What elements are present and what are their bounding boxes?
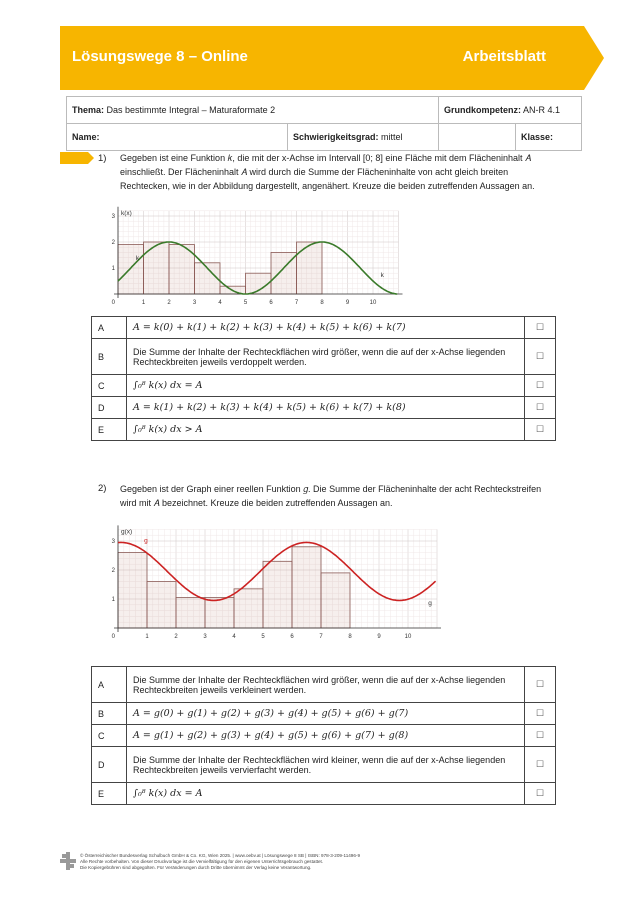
x-tick-label: 6 [290,634,294,640]
answer-row[interactable] [92,317,556,339]
answer-text: Die Summe der Inhalte der Rechteckflächen wird größer, wenn die auf der x-Achse liegenden Rechteckbreiten jeweils verdoppelt werden. [127,339,525,375]
curve-label: k [135,255,140,263]
approx-rectangle [176,598,205,628]
answer-row[interactable] [92,667,556,703]
approx-rectangle [147,582,176,628]
answer-text: ∫₀⁸ k(x) dx = A [127,375,525,397]
approx-rectangle [263,561,292,628]
answer-label: C [92,375,127,397]
x-tick-label: 1 [141,300,146,306]
answer-label: B [92,703,127,725]
x-tick-label: 10 [404,634,412,640]
thema-label: Thema: [72,105,105,115]
approx-rectangle [205,598,234,628]
footer-line-2: Alle Rechte vorbehalten. Von dieser Druckvorlage ist die Vervielfältigung für den eigenen Unterrichtsgebrauch gestattet. [80,859,324,864]
answer-checkbox[interactable]: ☐ [525,703,556,725]
approx-rectangle [144,242,170,294]
y-tick-label: 1 [111,266,115,272]
question-marker [60,152,94,164]
header-banner [60,26,604,90]
x-tick-label: 4 [218,300,222,306]
answer-row[interactable] [92,783,556,805]
approx-rectangle [321,573,350,628]
answer-row[interactable] [92,747,556,783]
answer-text: ∫₀⁸ k(x) dx > A [127,419,525,441]
x-tick-label: 6 [269,300,273,306]
answer-row[interactable] [92,339,556,375]
curve-label: k [380,272,384,280]
y-tick-label: 2 [111,568,115,574]
answer-row[interactable] [92,375,556,397]
q1-graph [112,198,402,306]
x-tick-label: 4 [232,634,236,640]
origin-label: 0 [111,634,115,640]
q2-answer-table [91,666,556,805]
header-type: Arbeitsblatt [462,48,546,65]
name-label: Name: [72,132,100,142]
answer-checkbox[interactable]: ☐ [525,783,556,805]
answer-text: A = g(1) + g(2) + g(3) + g(4) + g(5) + g(6) + g(7) + g(8) [127,725,525,747]
answer-checkbox[interactable]: ☐ [525,375,556,397]
x-tick-label: 1 [145,634,149,640]
answer-row[interactable] [92,397,556,419]
y-axis-label: g(x) [121,528,133,536]
answer-label: E [92,783,127,805]
q2-text: Gegeben ist der Graph einer reellen Funktion 𝑔. Die Summe der Flächeninhalte der acht Rechteckstreifen wird mit 𝐴 bezeichnet. Kreuze die beiden zutreffenden Aussagen an. [120,484,542,508]
schwierig-label: Schwierigkeitsgrad: [293,132,379,142]
answer-checkbox[interactable]: ☐ [525,339,556,375]
publisher-logo [60,852,76,870]
x-tick-label: 10 [369,300,377,306]
schwierig-value: mittel [381,132,403,142]
footer-line-1: © Österreichischer Bundesverlag Schulbuch GmbH & Co. KG, Wien 2025. | www.oebv.at | Lösungswege 8 SB | ISBN: 978-3-209-11496-9 [80,853,361,858]
x-tick-label: 8 [348,634,352,640]
x-tick-label: 2 [174,634,178,640]
origin-label: 0 [111,300,115,306]
answer-text: A = g(0) + g(1) + g(2) + g(3) + g(4) + g(5) + g(6) + g(7) [127,703,525,725]
answer-text: Die Summe der Inhalte der Rechteckflächen wird kleiner, wenn die auf der x-Achse liegenden Rechteckbreiten jeweils vervierfacht werden. [127,747,525,783]
answer-checkbox[interactable]: ☐ [525,725,556,747]
x-tick-label: 5 [261,634,265,640]
thema-value: Das bestimmte Integral – Maturaformate 2 [106,105,276,115]
klasse-label: Klasse: [521,132,554,142]
q1-text: Gegeben ist eine Funktion 𝑘, die mit der x-Achse im Intervall [0; 8] eine Fläche mit dem Flächeninhalt 𝐴 einschließt. Der Flächeninhalt 𝐴 wird durch die Summe der Flächeninhalte von acht gleich breiten Rechtecken, wie in der Abbildung dargestellt, angenähert. Kreuze die beiden zutreffenden Aussagen an. [120,153,535,191]
x-tick-label: 8 [320,300,324,306]
x-tick-label: 9 [345,300,350,306]
answer-text: ∫₀⁸ k(x) dx = A [127,783,525,805]
x-tick-label: 7 [319,634,323,640]
answer-row[interactable] [92,725,556,747]
answer-label: D [92,397,127,419]
x-tick-label: 3 [203,634,207,640]
approx-rectangle [297,242,323,294]
answer-text: Die Summe der Inhalte der Rechteckflächen wird größer, wenn die auf der x-Achse liegenden Rechteckbreiten jeweils verkleinert werden. [127,667,525,703]
answer-checkbox[interactable]: ☐ [525,747,556,783]
q1-answer-table [91,316,556,441]
answer-checkbox[interactable]: ☐ [525,667,556,703]
q1-number: 1) [98,153,107,164]
answer-label: C [92,725,127,747]
q2-graph [112,520,447,644]
approx-rectangle [118,553,147,628]
answer-checkbox[interactable]: ☐ [525,419,556,441]
header-title: Lösungswege 8 – Online [72,48,248,65]
q2-number: 2) [98,483,107,494]
grund-value: AN-R 4.1 [523,105,561,115]
y-tick-label: 3 [111,214,115,220]
answer-label: A [92,667,127,703]
footer-line-3: Die Kopiergebühren sind abgegolten. Für Veränderungen durch Dritte übernimmt der Verlag keine Verantwortung. [80,865,312,870]
approx-rectangle [292,547,321,628]
y-axis-label: k(x) [121,209,132,217]
answer-label: B [92,339,127,375]
info-table [66,96,582,151]
x-tick-label: 3 [192,300,197,306]
y-tick-label: 3 [111,539,115,545]
x-tick-label: 2 [167,300,171,306]
answer-label: A [92,317,127,339]
approx-rectangle [118,245,144,294]
answer-text: A = k(1) + k(2) + k(3) + k(4) + k(5) + k(6) + k(7) + k(8) [127,397,525,419]
answer-row[interactable] [92,703,556,725]
answer-text: A = k(0) + k(1) + k(2) + k(3) + k(4) + k(5) + k(6) + k(7) [127,317,525,339]
curve-label: g [144,537,148,545]
y-tick-label: 2 [111,240,115,246]
answer-label: E [92,419,127,441]
x-tick-label: 9 [377,634,381,640]
curve-label: g [428,599,432,607]
answer-checkbox[interactable]: ☐ [525,317,556,339]
y-tick-label: 1 [111,597,115,603]
footer [80,853,500,871]
answer-checkbox[interactable]: ☐ [525,397,556,419]
grund-label: Grundkompetenz: [444,105,522,115]
approx-rectangle [234,589,263,628]
answer-label: D [92,747,127,783]
answer-row[interactable] [92,419,556,441]
x-tick-label: 5 [243,300,248,306]
x-tick-label: 7 [294,300,299,306]
